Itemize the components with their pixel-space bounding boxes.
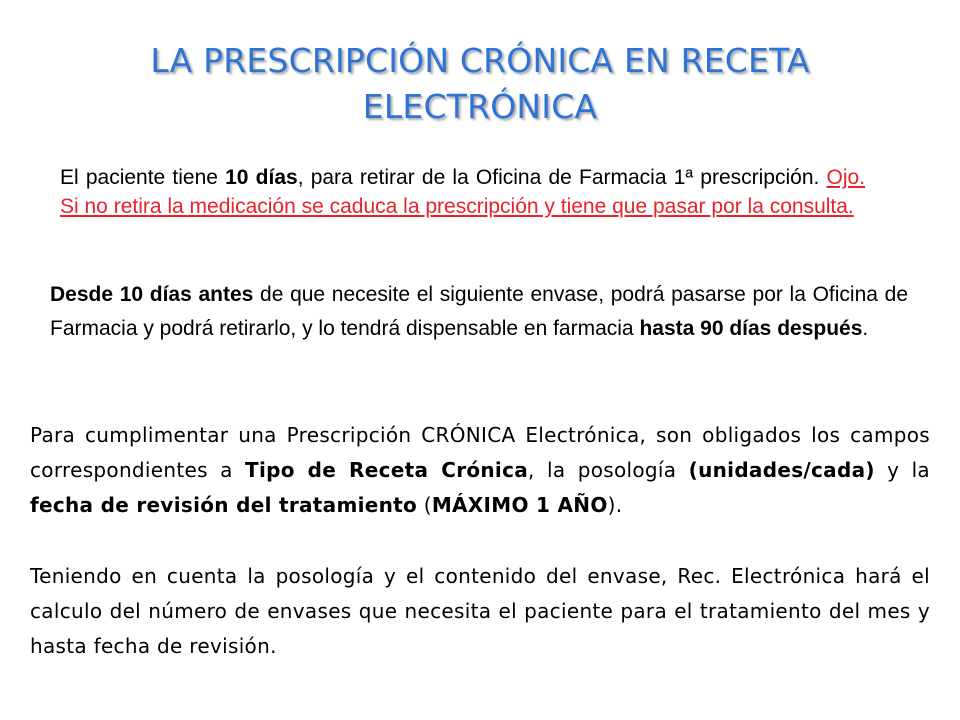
- text: , para retirar de la Oficina de Farmacia 1ª prescripción.: [297, 166, 827, 189]
- text: (: [417, 493, 432, 517]
- bold-text: 10 días: [225, 166, 298, 189]
- title-line-2: ELECTRÓNICA: [362, 87, 598, 126]
- text: de que necesite el siguiente envase, podrá pasarse por la Oficina de Farmacia y podrá retirarlo, y lo tendrá dispensable en farmacia: [50, 283, 908, 340]
- text: Para cumplimentar una Prescripción CRÓNICA Electrónica, son obligados los campos correspondientes a: [30, 423, 930, 482]
- bold-text: Desde 10 días antes: [50, 283, 254, 306]
- paragraph-cumplimentar: [30, 418, 930, 523]
- text: Teniendo en cuenta la posología y el contenido del envase, Rec. Electrónica hará el calculo del número de envases que necesita el paciente para el tratamiento del mes y hasta fecha de revisión.: [30, 564, 930, 658]
- bold-text: (unidades/cada): [688, 458, 875, 482]
- bold-text: Tipo de Receta Crónica: [245, 458, 529, 482]
- paragraph-retiro: [60, 163, 865, 221]
- page-title: [60, 38, 900, 130]
- text: , la posología: [528, 458, 689, 482]
- text: El paciente tiene: [60, 166, 226, 189]
- warning-text: Ojo. Si no retira la medicación se caduca la prescripción y tiene que pasar por la consulta.: [60, 166, 866, 218]
- title-line-1: LA PRESCRIPCIÓN CRÓNICA EN RECETA: [150, 41, 810, 80]
- bold-text: hasta 90 días después: [639, 317, 863, 340]
- text: y la: [874, 458, 930, 482]
- text: .: [862, 317, 869, 340]
- bold-text: MÁXIMO 1 AÑO: [431, 493, 608, 517]
- text: ).: [607, 493, 623, 517]
- paragraph-envase: [50, 278, 908, 346]
- bold-text: fecha de revisión del tratamiento: [30, 493, 418, 517]
- paragraph-calculo: [30, 559, 930, 664]
